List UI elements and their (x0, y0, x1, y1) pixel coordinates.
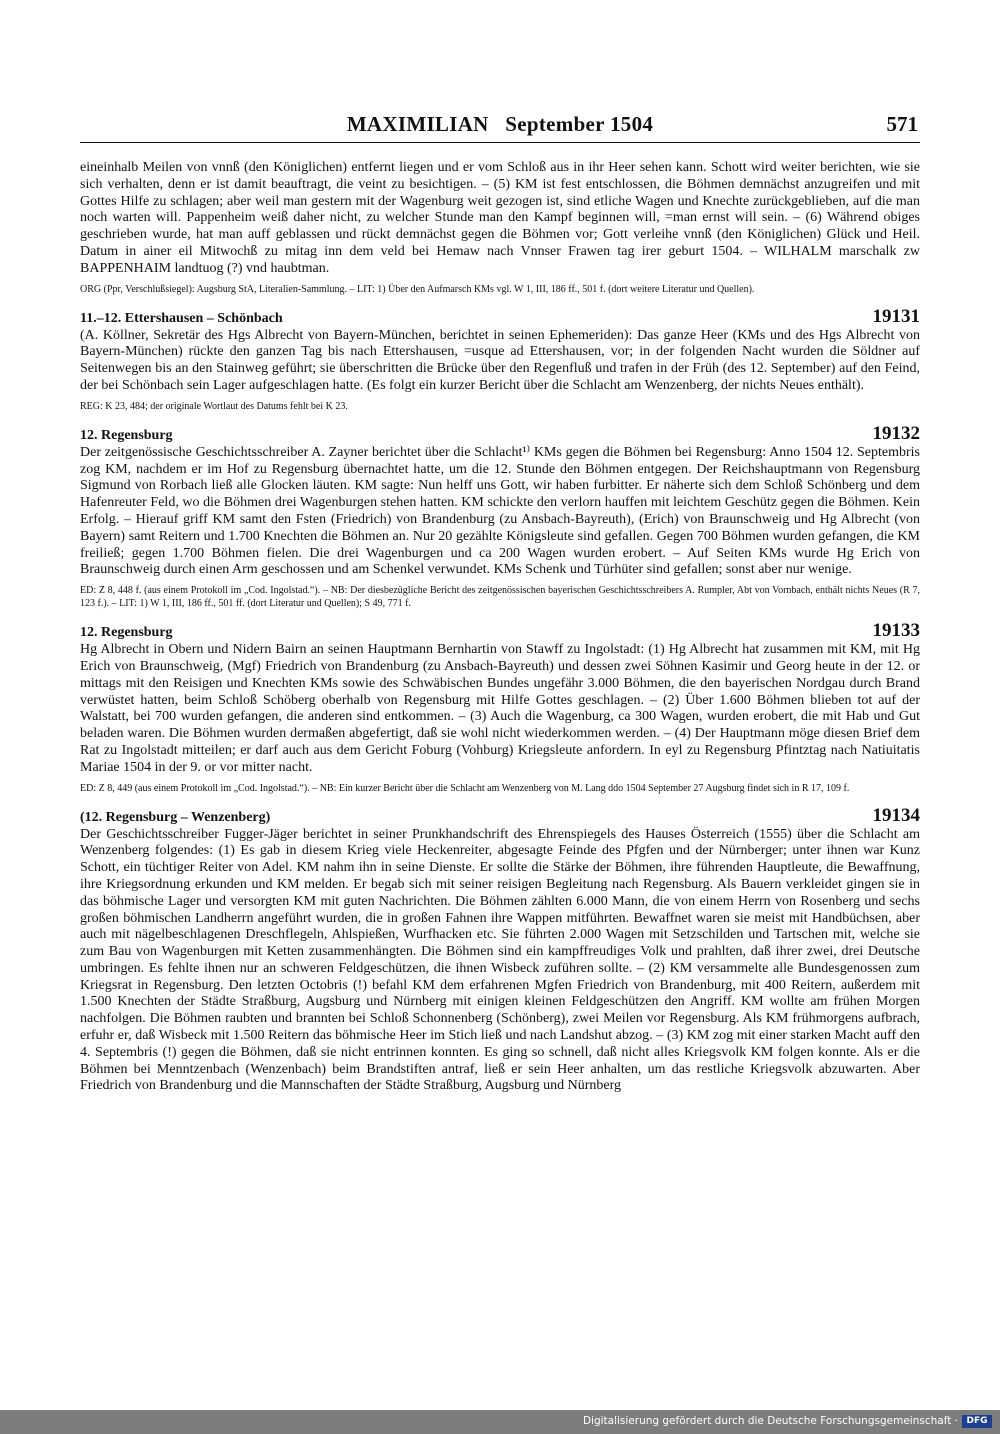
page-content (80, 160, 920, 1095)
entry-heading-row (80, 805, 920, 827)
entry-heading: 11.–12. Ettershausen – Schönbach (80, 310, 283, 326)
entry-text: Der zeitgenössische Geschichtsschreiber A. Zayner berichtet über die Schlacht¹⁾ KMs gegen die Böhmen bei Regensburg: Anno 1504 12. Septembris zog KM, nachdem er im Hof zu Regensburg übernachtet hatte, um die 12. Stunde den Böhmen entgegen. Der Reichshauptmann von Regensburg Sigmund von Rorbach ließ alle Glocken läuten. KM sagte: Nun helff uns Gott, wir haben furbitter. Er näherte sich dem Schloß Schönberg und dem Hafenreuter Feld, wo die Böhmen drei Wagenburgen stehen hatten. KM schickte den verlorn hauffen mit leichtem Geschütz gegen die Böhmen. Kein Erfolg. – Hierauf griff KM samt den Fsten (Friedrich) von Brandenburg (zu Ansbach-Bayreuth), (Erich) von Braunschweig und Hg Albrecht (von Bayern) samt Reitern und 1.700 Knechten die Böhmen an. Nur 20 gezählte Königsleute sind gefallen. Gegen 700 Böhmen wurden gefangen, die KM freiließ; gegen 1.700 Böhmen fielen. Die drei Wagenburgen und ca 200 Wagen wurden erobert. – Auf Seiten KMs wurde Hg Erich von Braunschweig durch einen Arm geschossen und am Schenkel verwundet. KMs Schenk und Türhüter sind gefallen; sonst aber nur wenige. (80, 444, 920, 578)
entry-text: Hg Albrecht in Obern und Nidern Bairn an seinen Hauptmann Bernhartin von Stawff zu Ingolstadt: (1) Hg Albrecht hat zusammen mit KM, mit Hg Erich von Braunschweig, (Mgf) Friedrich von Brandenburg (zu Ansbach-Bayreuth) und dessen zwei Söhnen Kasimir und Georg heute in der 12. or mittags mit den Reisigen und Knechten KMs sowie des Schwäbischen Bundes ungefähr 3.000 Böhmen, die den bayerischen Nordgau durch Brand verwüstet hatten, beim Schloß Schöberg oberhalb von Regensburg mit Hilfe Gottes geschlagen. – (2) Über 1.600 Böhmen blieben tot auf der Walstatt, bei 700 wurden gefangen, die anderen sind entkommen. – (3) Auch die Wagenburg, ca 300 Wagen, wurden erobert, die mit Hab und Gut beladen waren. Die Böhmen wurden dermaßen abgefertigt, daß sie wohl nicht wiederkommen werden. – (4) Der Hauptmann möge diesen Brief dem Rat zu Ingolstadt mitteilen; er darf auch aus dem Gericht Foburg (Vohburg) Kriegsleute anfordern. In eyl zu Regensburg Pfintztag nach Natiuitatis Mariae 1504 in der 9. or vor mitter nacht. (80, 642, 920, 775)
entry-text: (A. Köllner, Sekretär des Hgs Albrecht von Bayern-München, berichtet in seinen Ephemeriden): Das ganze Heer (KMs und des Hgs Albrecht von Bayern-München) rückte den ganzen Tag bis nach Ettershausen, =usque ad Ettershausen, vor; in der folgenden Nacht wurden die Söldner auf Seitenwegen bis an den Stainweg geführt; sie überschritten die Brücke über den Regenfluß und trafen in der Früh (des 12. September) auf den Feind, der bei Schönbach sein Lager aufgeschlagen hatte. (Es folgt ein kurzer Bericht über die Schlacht am Wenzenberg, der nichts Neues enthält). (80, 327, 920, 393)
entry-number: 19134 (872, 804, 920, 826)
funding-footer (0, 1410, 1000, 1434)
entry-heading: 12. Regensburg (80, 625, 173, 641)
entry-heading-row (80, 423, 920, 445)
entry-heading-row (80, 620, 920, 642)
dfg-logo: DFG (962, 1415, 992, 1428)
entry-note: ED: Z 8, 449 (aus einem Protokoll im „Cod. Ingolstad.“). – NB: Ein kurzer Bericht über die Schlacht am Wenzenberg von M. Lang ddo 1504 September 27 Augsburg findet sich in R 17, 109 f. (80, 782, 850, 794)
entry-text: Der Geschichtsschreiber Fugger-Jäger berichtet in seiner Prunkhandschrift des Ehrenspiegels des Hauses Österreich (1555) über die Schlacht am Wenzenberg folgendes: (1) Es gab in diesem Krieg viele Heckenreiter, abgesagte Feinde des Pfgfen und der Nürnberger; unter ihnen war Kunz Schott, ein tüchtiger Reiter von Adel. KM nahm ihn in seine Dienste. Er sollte die Stärke der Böhmen, ihre führenden Hauptleute, die Bewaffnung, ihre Kriegsordnung erkunden und KM melden. Er begab sich mit seiner reisigen Begleitung nach Regensburg. Als Bauern verkleidet gingen sie in das böhmische Lager und versorgten KM mit guten Nachrichten. Die Böhmen zählten 6.000 Mann, die von einem Herrn von Rosenberg und sechs großen böhmischen Landherrn angeführt wurden, die in großen Fahnen ihre Wappen mitführten. Bewaffnet waren sie meist mit Handbüchsen, aber auch mit nägelbeschlagenen Dreschflegeln, Ahlspießen, Wurfhacken etc. Sie führten 2.000 Wagen mit Setzschilden und Tartschen mit, welche sie zum Bau von Wagenburgen mit Ketten zusammenhängten. Die Böhmen sind ein kampffreudiges Volk und prahlten, daß ihrer zwei, drei Deutsche umbringen. Es fehlte ihnen nur an schweren Feldgeschützen, die ihnen Wisbeck zuführen sollte. – (2) KM versammelte alle Bundesgenossen zum Kriegsrat in Regensburg. Den letzten Octobris (!) befahl KM dem erfahrenen Mgfen Friedrich von Brandenburg, mit 400 Reitern, außerdem mit 1.500 Knechten der Städte Straßburg, Augsburg und Nürnberg mit einigen kleinen Feldgeschützen den Angriff. KM wollte am frühen Morgen nachfolgen. Die Böhmen raubten und brannten bei Schloß Schonnenberg (Schönberg), zwei Meilen vor Regensburg. Als KM frühmorgens aufbrach, erfuhr er, daß Wisbeck mit 1.500 Reitern das böhmische Heer im Stich ließ und nach Landshut abzog. – (3) KM zog mit einer starken Macht auff den 4. Septembris (!) gegen die Böhmen, daß sie nicht entrinnen konnten. Es ging so schnell, daß nicht alles Kriegsvolk KM folgen konnte. Als er die Böhmen bei Menntzenbach (Wenzenbach) beim Brandstiften antraf, ließ er sein Heer anhalten, um das restliche Kriegsvolk abzuwarten. Aber Friedrich von Brandenburg und die Mannschaften der Städte Straßburg, Augsburg und Nürnberg (80, 826, 920, 1094)
entry-number: 19131 (872, 305, 920, 327)
entry-heading: (12. Regensburg – Wenzenberg) (80, 809, 271, 825)
entry-19133 (80, 620, 920, 794)
entry-19134 (80, 805, 920, 1096)
entry-19132 (80, 423, 920, 610)
entry-19131 (80, 306, 920, 413)
entry-heading: 12. Regensburg (80, 427, 173, 443)
entry-note: REG: K 23, 484; der originale Wortlaut des Datums fehlt bei K 23. (80, 400, 348, 412)
entry-heading-row (80, 306, 920, 328)
page-header (80, 112, 920, 143)
intro-paragraph: eineinhalb Meilen von vnnß (den Königlichen) entfernt liegen und er vom Schloß aus in ihr Heer sehen kann. Schott wird weiter berichten, wie sie sich verhalten, denn er ist damit beauftragt, die veint zu besichtigen. – (5) KM ist fest entschlossen, die Böhmen demnächst anzugreifen und mit Gottes Hilfe zu schlagen; aber weil man gestern mit der Wagenburg weit gezogen ist, sind etliche Wagen und Knechte zurückgeblieben, auf die man noch warten will. Pappenheim weiß daher nicht, zu welcher Stunde man den Kampf beginnen will, =man ernst will sein. – (6) Während obiges geschrieben wurde, hat man auff geblassen und rückt demnächst gegen die Böhmen vor; Gott verleihe vnnß (den Königlichen) Glück und Heil. Datum in ainer eil Mitwochß zu mitag inn dem veld bei Hemaw nach Vnnser Frawen tag irer geburt 1504. – WILHALM marschalk zw BAPPENHAIM landtuog (?) vnd haubtman. (80, 160, 920, 276)
page-number: 571 (886, 112, 918, 136)
intro-note: ORG (Ppr, Verschlußsiegel): Augsburg StA, Literalien-Sammlung. – LIT: 1) Über den Aufmarsch KMs vgl. W 1, III, 186 ff., 501 f. (dort weitere Literatur und Quellen). (80, 283, 755, 295)
running-title: MAXIMILIAN September 1504 (346, 112, 654, 136)
entry-number: 19132 (872, 422, 920, 444)
funding-notice: Digitalisierung gefördert durch die Deutsche Forschungsgemeinschaft · (582, 1415, 958, 1427)
entry-note: ED: Z 8, 448 f. (aus einem Protokoll im „Cod. Ingolstad.“). – NB: Der diesbezügliche Bericht des zeitgenössischen bayerischen Geschichtsschreibers A. Rumpler, Abt von Vornbach, enthält nichts Neues (R 7, 123 f.). – LIT: 1) W 1, III, 186 ff., 501 ff. (dort Literatur und Quellen); S 49, 771 f. (80, 585, 920, 610)
entry-number: 19133 (872, 620, 920, 642)
